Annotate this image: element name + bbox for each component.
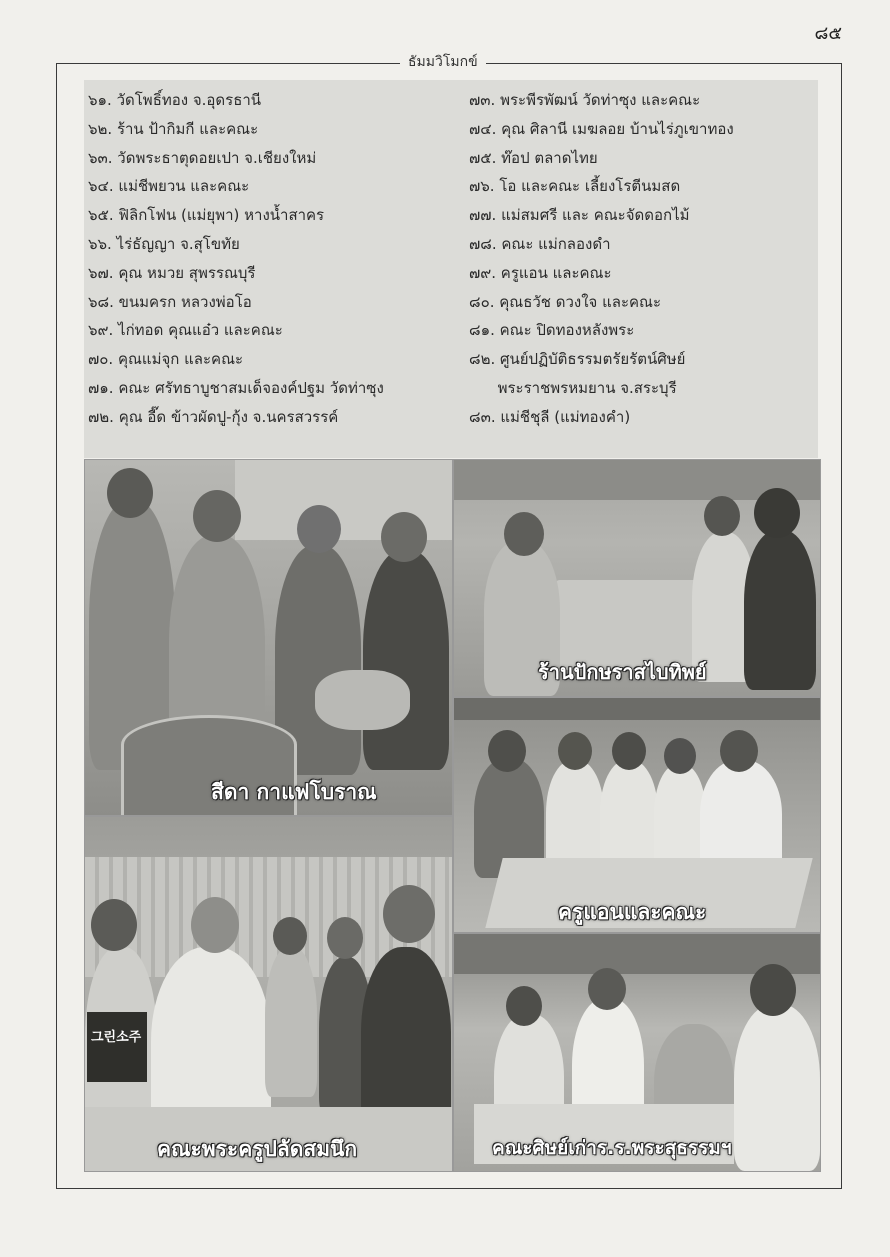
donor-item: ๖๒. ร้าน ป้ากิมกี และคณะ <box>88 119 259 138</box>
donor-item: ๗๔. คุณ ศิลานี เมฆลอย บ้านไร่ภูเขาทอง <box>469 119 734 138</box>
donor-item: ๖๑. วัดโพธิ์ทอง จ.อุดรธานี <box>88 91 262 109</box>
photo-caption: คณะพระครูปลัดสมนึก <box>157 1137 358 1161</box>
photo-caption: สีดา กาแฟโบราณ <box>211 780 377 804</box>
coffee-pot <box>315 670 410 730</box>
person <box>363 550 449 770</box>
donor-item: ๗๕. ท๊อป ตลาดไทย <box>469 148 598 167</box>
donor-item: ๖๔. แม่ชีพยวน และคณะ <box>88 177 250 196</box>
header-title: ธัมมวิโมกข์ <box>400 51 486 73</box>
person <box>734 1004 820 1171</box>
donor-item: ๗๓. พระพีรพัฒน์ วัดท่าซุง และคณะ <box>469 91 701 109</box>
person-head <box>558 732 592 770</box>
photo-teacher-group <box>453 697 821 933</box>
donor-item: ๗๖. โอ และคณะ เลี้ยงโรตีนมสด <box>469 177 681 196</box>
photo-caption: ครูแอนและคณะ <box>558 900 707 924</box>
page-number: ๘๕ <box>814 23 842 44</box>
donor-item: ๖๙. ไก่ทอด คุณแอ๋ว และคณะ <box>88 321 283 340</box>
donor-item: ๖๓. วัดพระธาตุดอยเปา จ.เชียงใหม่ <box>88 148 317 167</box>
person-head <box>91 899 137 951</box>
photo-alumni-group <box>453 933 821 1172</box>
donor-item: ๘๑. คณะ ปิดทองหลังพระ <box>469 321 635 340</box>
donor-list-right <box>469 86 814 432</box>
person-head <box>193 490 241 542</box>
person-head <box>588 968 626 1010</box>
person-head <box>720 730 758 772</box>
person-head <box>297 505 341 553</box>
person-head <box>664 738 696 774</box>
donor-item: ๖๕. ฟิลิกโฟน (แม่ยุพา) หางน้ำสาคร <box>88 206 325 225</box>
photo-caption: ร้านปักษราสไบทิพย์ <box>538 660 707 684</box>
photo-food-stall <box>453 459 821 697</box>
person-head <box>191 897 239 953</box>
donor-item: ๘๐. คุณธวัช ดวงใจ และคณะ <box>469 292 662 311</box>
donor-item: ๗๒. คุณ อี๊ด ข้าวผัดปู-กุ้ง จ.นครสวรรค์ <box>88 407 339 426</box>
donor-item: ๖๖. ไร่ธัญญา จ.สุโขทัย <box>88 234 240 253</box>
donor-item: พระราชพรหมยาน จ.สระบุรี <box>469 378 677 397</box>
photo-coffee-stall <box>84 459 453 816</box>
tent-roof <box>454 698 820 720</box>
donor-item: ๖๗. คุณ หมวย สุพรรณบุรี <box>88 263 256 282</box>
donor-item: ๘๓. แม่ชีชุลี (แม่ทองคำ) <box>469 407 631 426</box>
donor-item: ๖๘. ขนมครก หลวงพ่อโอ <box>88 292 252 311</box>
donor-item: ๗๐. คุณแม่จุก และคณะ <box>88 350 244 369</box>
photo-monk-group <box>84 816 453 1172</box>
person-head <box>383 885 435 943</box>
person-head <box>381 512 427 562</box>
person-head <box>506 986 542 1026</box>
person-head <box>504 512 544 556</box>
person-head <box>107 468 153 518</box>
person-head <box>754 488 800 538</box>
apron <box>87 1012 147 1082</box>
person-head <box>327 917 363 959</box>
donor-item: ๗๘. คณะ แม่กลองดำ <box>469 234 611 253</box>
person <box>265 947 317 1097</box>
person <box>744 530 816 690</box>
person-head <box>612 732 646 770</box>
donor-item: ๗๙. ครูแอน และคณะ <box>469 263 612 282</box>
donor-item: ๗๗. แม่สมศรี และ คณะจัดดอกไม้ <box>469 206 690 225</box>
apron-text: 그린소주 <box>91 1030 142 1045</box>
photo-caption: คณะศิษย์เก่าร.ร.พระสุธรรมฯ <box>492 1137 732 1159</box>
person-head <box>750 964 796 1016</box>
donor-item: ๗๑. คณะ ศรัทธาบูชาสมเด็จองค์ปฐม วัดท่าซุง <box>88 378 384 397</box>
person-head <box>273 917 307 955</box>
person-head <box>488 730 526 772</box>
person-head <box>704 496 740 536</box>
donor-list-left <box>88 86 448 432</box>
donor-item: ๘๒. ศูนย์ปฏิบัติธรรมตรัยรัตน์ศิษย์ <box>469 350 686 369</box>
